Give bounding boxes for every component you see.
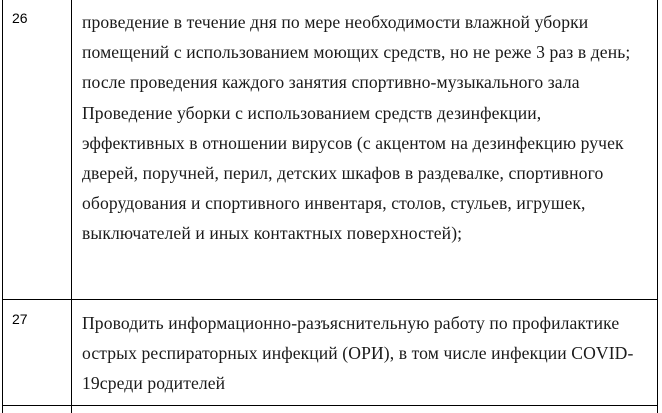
table-row: [3, 0, 658, 300]
row-text-cell: [72, 405, 658, 413]
row-number-cell: [3, 300, 72, 406]
row-text: Проводить информационно-разъяснительную работу по профилактике острых респираторных инфекций (ОРИ), в том числе инфекции COVID-19среди родителей: [82, 313, 634, 394]
row-number-cell: [3, 405, 72, 413]
table-row: [3, 300, 658, 406]
row-number: [3, 406, 71, 413]
row-number: 26: [12, 10, 28, 26]
row-text-cell: [72, 300, 658, 406]
row-text: [72, 406, 657, 413]
table-row: [3, 405, 658, 413]
row-text: проведение в течение дня по мере необходимости влажной уборки помещений с использованием моющих средств, но не реже 3 раз в день; после проведения каждого занятия спортивно-музыкального зала Проведение уборки с использованием средств дезинфекции, эффективных в отношении вирусов (с акцентом на дезинфекцию ручек дверей, поручней, перил, детских шкафов в раздевалке, спортивного оборудования и спортивного инвентаря, столов, стульев, игрушек, выключателей и иных контактных поверхностей);: [82, 12, 631, 244]
measures-table: [2, 0, 658, 413]
row-text-cell: [72, 0, 658, 300]
row-number: 27: [12, 311, 28, 327]
row-number-cell: [3, 0, 72, 300]
